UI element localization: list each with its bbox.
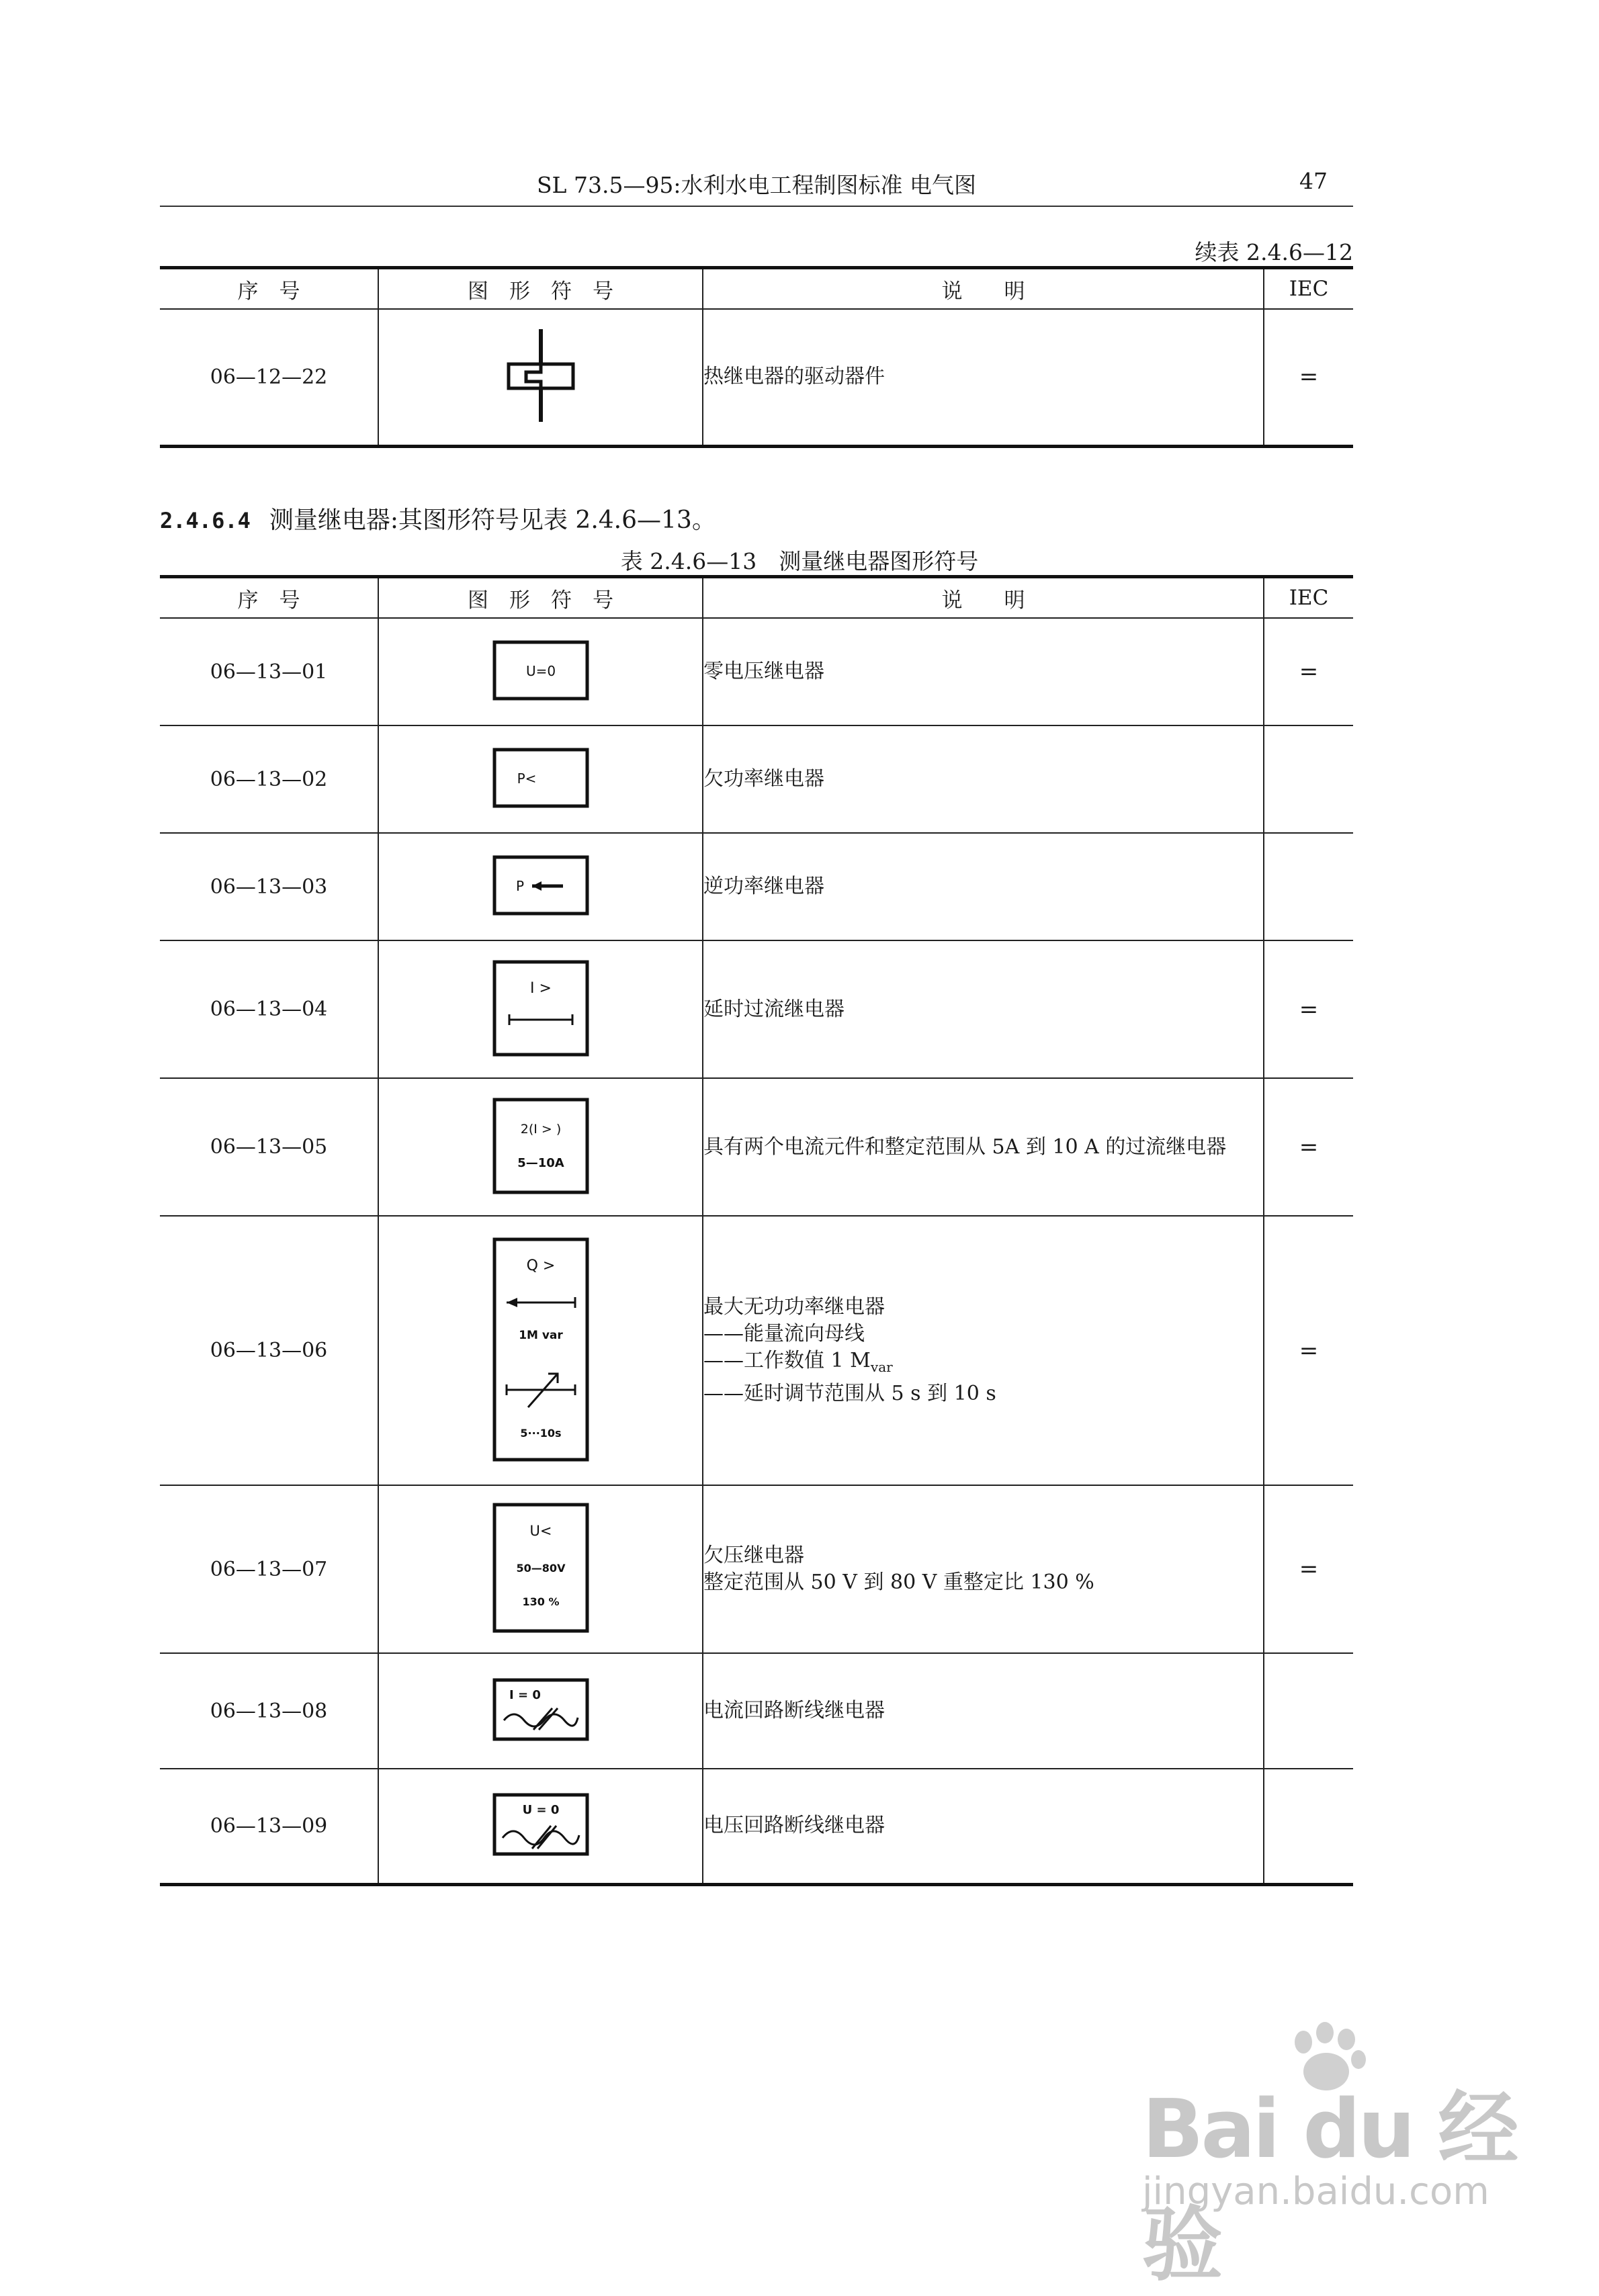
row-iec: =	[1264, 1078, 1353, 1216]
row-iec	[1264, 833, 1353, 940]
underpower-relay-symbol	[378, 725, 703, 833]
row-code: 06—12—22	[160, 309, 378, 446]
row-iec: =	[1264, 940, 1353, 1078]
row-iec: =	[1264, 618, 1353, 725]
col-header-description: 说 明	[703, 268, 1264, 310]
row-description: 电压回路断线继电器	[703, 1769, 1264, 1884]
col-header-description: 说 明	[703, 577, 1264, 619]
row-code: 06—13—07	[160, 1485, 378, 1653]
table-row	[160, 1485, 1353, 1653]
desc-line: 整定范围从 50 V 到 80 V 重整定比 130 %	[703, 1571, 1094, 1594]
table-row	[160, 725, 1353, 833]
row-description: 具有两个电流元件和整定范围从 5A 到 10 A 的过流继电器	[703, 1078, 1264, 1216]
section-text: 测量继电器:其图形符号见表 2.4.6—13。	[269, 506, 716, 534]
col-header-symbol: 图 形 符 号	[378, 577, 703, 619]
table1	[160, 266, 1353, 448]
svg-text:P<: P<	[517, 770, 536, 787]
desc-line: ——能量流向母线	[703, 1322, 865, 1345]
undervoltage-relay-symbol	[378, 1485, 703, 1653]
time-delay-overcurrent-relay-symbol	[378, 940, 703, 1078]
svg-text:I >: I >	[529, 979, 552, 997]
table-row	[160, 1216, 1353, 1485]
reverse-power-relay-symbol	[378, 833, 703, 940]
page-number: 47	[1299, 168, 1328, 194]
col-header-iec: IEC	[1264, 577, 1353, 619]
svg-text:U<: U<	[529, 1523, 552, 1539]
table-row	[160, 940, 1353, 1078]
row-description: 延时过流继电器	[703, 940, 1264, 1078]
row-code: 06—13—04	[160, 940, 378, 1078]
row-iec: =	[1264, 1216, 1353, 1485]
voltage-circuit-break-relay-symbol	[378, 1769, 703, 1884]
row-code: 06—13—08	[160, 1653, 378, 1769]
svg-text:50—80V: 50—80V	[516, 1562, 565, 1575]
row-description	[703, 1216, 1264, 1485]
col-header-iec: IEC	[1264, 268, 1353, 310]
svg-text:5—10A: 5—10A	[517, 1155, 564, 1170]
desc-line-with-subscript: ——工作数值 1 $M_{var}$	[703, 1349, 893, 1375]
desc-line: 最大无功功率继电器	[703, 1295, 885, 1319]
table-row	[160, 1078, 1353, 1216]
table-row	[160, 309, 1353, 446]
table-row	[160, 1769, 1353, 1884]
row-iec	[1264, 1653, 1353, 1769]
svg-text:1M var: 1M var	[518, 1328, 563, 1342]
row-description: 电流回路断线继电器	[703, 1653, 1264, 1769]
row-description: 零电压继电器	[703, 618, 1264, 725]
row-iec: =	[1264, 309, 1353, 446]
baidu-jingyan-watermark	[1142, 2022, 1518, 2292]
section-heading	[160, 501, 716, 535]
running-title: SL 73.5—95:水利水电工程制图标准 电气图	[536, 172, 977, 198]
desc-line: 欠压继电器	[703, 1544, 804, 1567]
current-circuit-break-relay-symbol	[378, 1653, 703, 1769]
table-row	[160, 833, 1353, 940]
row-description: 热继电器的驱动器件	[703, 309, 1264, 446]
svg-text:5···10s: 5···10s	[519, 1426, 562, 1440]
section-number: 2.4.6.4	[160, 508, 251, 533]
row-code: 06—13—09	[160, 1769, 378, 1884]
svg-text:2(I > ): 2(I > )	[520, 1121, 561, 1137]
row-iec: =	[1264, 1485, 1353, 1653]
table1-caption: 续表 2.4.6—12	[1195, 239, 1353, 265]
thermal-actuator-symbol	[378, 309, 703, 446]
watermark-url: jingyan.baidu.com	[1142, 2170, 1489, 2213]
running-header	[160, 156, 1353, 207]
zero-voltage-relay-symbol	[378, 618, 703, 725]
col-header-number: 序 号	[160, 577, 378, 619]
table-row	[160, 618, 1353, 725]
row-description	[703, 1485, 1264, 1653]
row-code: 06—13—06	[160, 1216, 378, 1485]
max-reactive-power-relay-symbol	[378, 1216, 703, 1485]
svg-text:U = 0: U = 0	[522, 1803, 559, 1818]
table-row	[160, 1653, 1353, 1769]
row-code: 06—13—02	[160, 725, 378, 833]
svg-text:130 %: 130 %	[522, 1595, 559, 1608]
table2-caption: 表 2.4.6—13 测量继电器图形符号	[620, 548, 979, 574]
two-element-overcurrent-relay-symbol	[378, 1078, 703, 1216]
row-iec	[1264, 1769, 1353, 1884]
row-code: 06—13—05	[160, 1078, 378, 1216]
table2	[160, 575, 1353, 1886]
row-description: 欠功率继电器	[703, 725, 1264, 833]
table2-header-row	[160, 577, 1353, 619]
row-code: 06—13—01	[160, 618, 378, 725]
svg-text:Q >: Q >	[526, 1257, 555, 1274]
svg-text:P: P	[515, 878, 524, 894]
watermark-logo: Bai du 经验	[1142, 2083, 1516, 2292]
col-header-number: 序 号	[160, 268, 378, 310]
row-description: 逆功率继电器	[703, 833, 1264, 940]
row-iec	[1264, 725, 1353, 833]
row-code: 06—13—03	[160, 833, 378, 940]
table1-header-row	[160, 268, 1353, 310]
col-header-symbol: 图 形 符 号	[378, 268, 703, 310]
svg-text:I = 0: I = 0	[509, 1688, 541, 1702]
svg-text:U=0: U=0	[525, 663, 556, 679]
desc-line: ——延时调节范围从 5 s 到 10 s	[703, 1382, 996, 1405]
